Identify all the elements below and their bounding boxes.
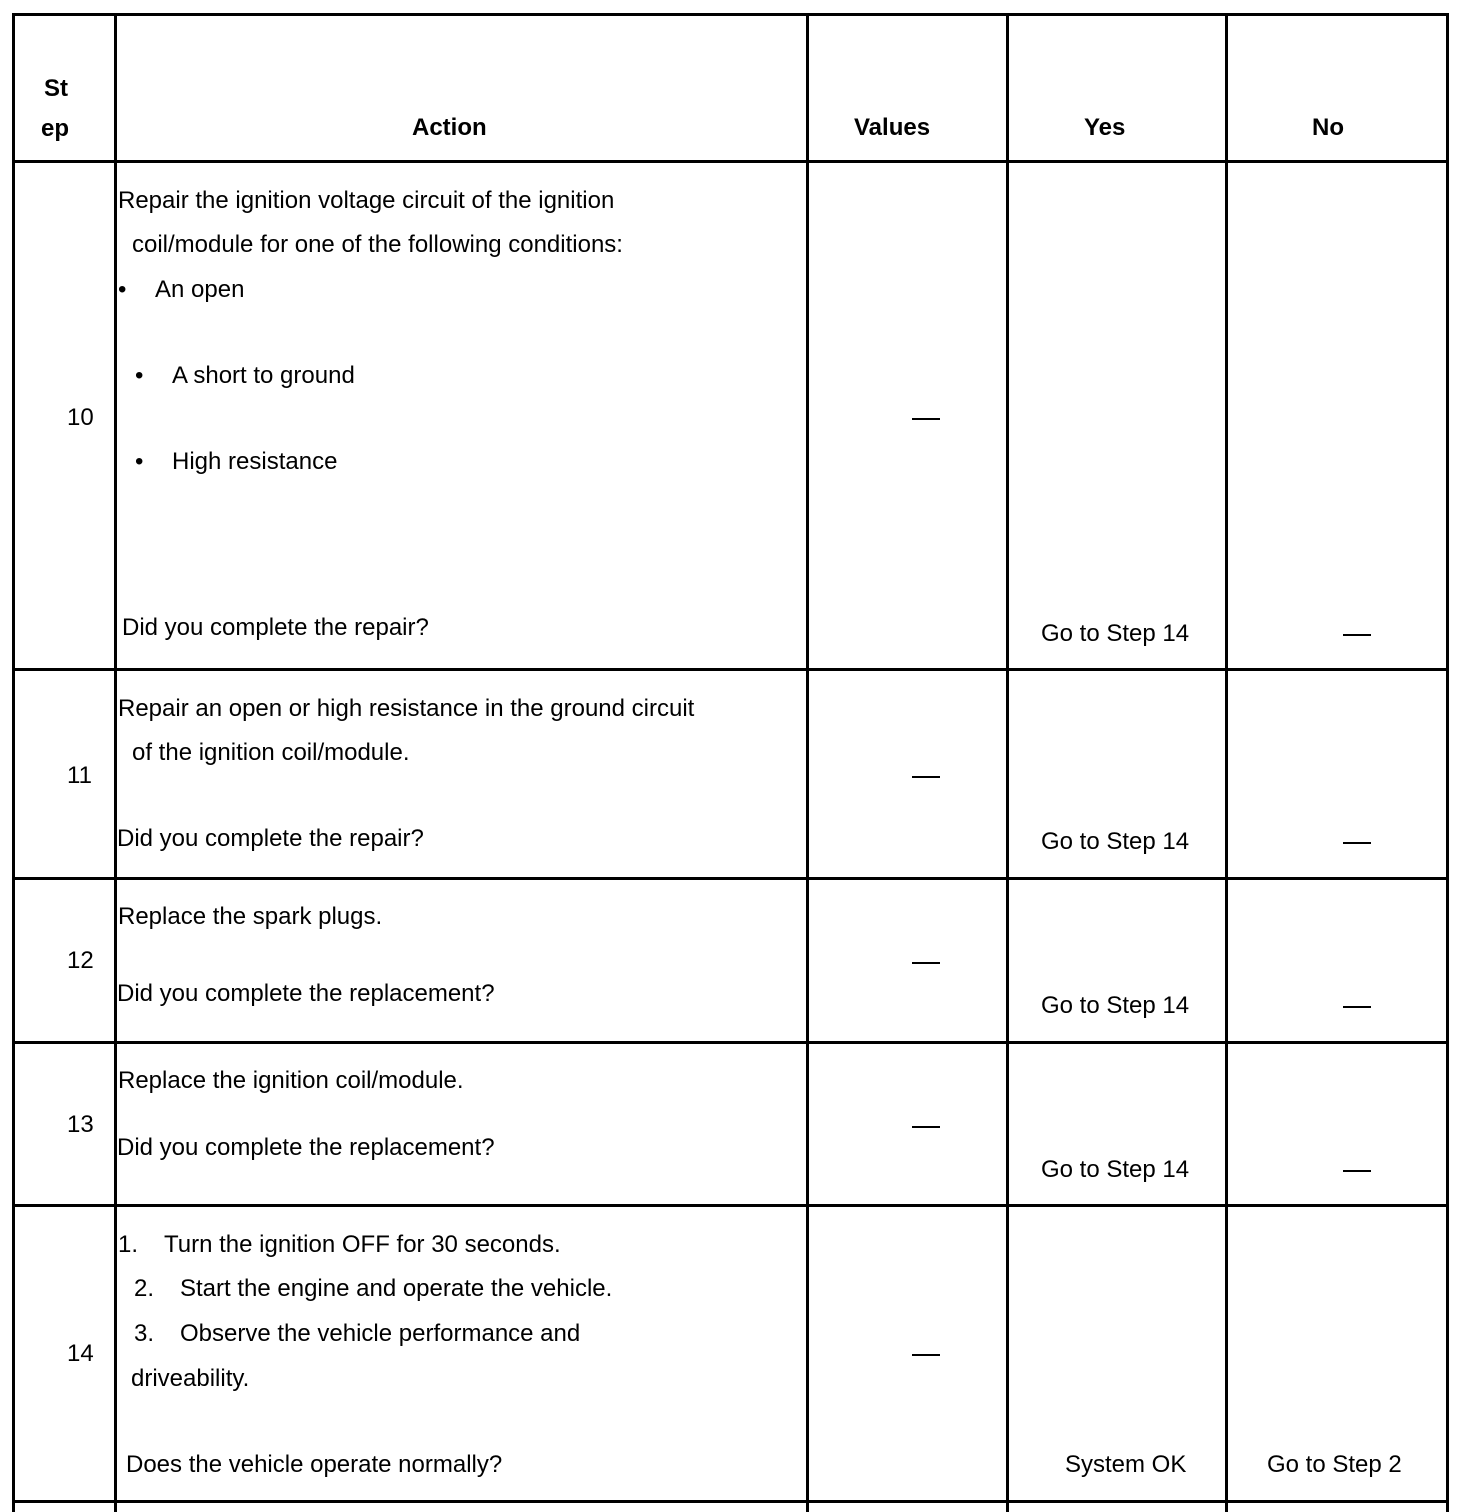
bullet: • bbox=[135, 362, 144, 389]
condition-item: A short to ground bbox=[172, 362, 355, 389]
column-divider bbox=[1006, 14, 1009, 1512]
step-number: 12 bbox=[67, 947, 94, 974]
step-number: 14 bbox=[67, 1340, 94, 1367]
action-text: Replace the spark plugs. bbox=[118, 903, 383, 930]
value-dash bbox=[912, 418, 940, 420]
action-question: Did you complete the repair? bbox=[122, 614, 429, 641]
action-text: Repair the ignition voltage circuit of the ignition bbox=[118, 187, 615, 214]
list-number: 1. bbox=[118, 1231, 139, 1258]
value-dash bbox=[912, 962, 940, 964]
step-number: 11 bbox=[67, 762, 92, 789]
row-divider bbox=[12, 160, 1449, 163]
list-number: 3. bbox=[134, 1320, 155, 1347]
bullet: • bbox=[135, 448, 144, 475]
condition-item: An open bbox=[155, 276, 245, 303]
yes-result: Go to Step 14 bbox=[1041, 828, 1190, 855]
header-step-line2: ep bbox=[41, 115, 70, 142]
action-text: Repair an open or high resistance in the ground circuit bbox=[118, 695, 695, 722]
no-result-dash bbox=[1343, 634, 1371, 636]
header-no: No bbox=[1312, 114, 1344, 141]
row-divider bbox=[12, 1041, 1449, 1044]
table-border-left bbox=[12, 14, 15, 1512]
value-dash bbox=[912, 1126, 940, 1128]
action-question: Did you complete the repair? bbox=[117, 825, 424, 852]
step-number: 10 bbox=[67, 404, 94, 431]
action-text: of the ignition coil/module. bbox=[132, 739, 410, 766]
step-number: 13 bbox=[67, 1111, 94, 1138]
table-border-right bbox=[1446, 14, 1449, 1512]
action-text: Observe the vehicle performance and bbox=[180, 1320, 581, 1347]
column-divider bbox=[114, 14, 117, 1512]
no-result: Go to Step 2 bbox=[1267, 1451, 1402, 1478]
yes-result: Go to Step 14 bbox=[1041, 992, 1190, 1019]
action-text: Turn the ignition OFF for 30 seconds. bbox=[164, 1231, 561, 1258]
header-action: Action bbox=[412, 114, 487, 141]
action-question: Did you complete the replacement? bbox=[117, 980, 495, 1007]
row-divider bbox=[12, 1204, 1449, 1207]
no-result-dash bbox=[1343, 1006, 1371, 1008]
yes-result: Go to Step 14 bbox=[1041, 620, 1190, 647]
header-step-line1: St bbox=[44, 75, 68, 102]
action-question: Did you complete the replacement? bbox=[117, 1134, 495, 1161]
condition-item: High resistance bbox=[172, 448, 338, 475]
action-text: Start the engine and operate the vehicle. bbox=[180, 1275, 613, 1302]
column-divider bbox=[806, 14, 809, 1512]
no-result-dash bbox=[1343, 1170, 1371, 1172]
column-divider bbox=[1225, 14, 1228, 1512]
header-yes: Yes bbox=[1084, 114, 1126, 141]
row-divider bbox=[12, 877, 1449, 880]
yes-result: System OK bbox=[1065, 1451, 1187, 1478]
header-values: Values bbox=[854, 114, 931, 141]
action-text: driveability. bbox=[131, 1365, 250, 1392]
no-result-dash bbox=[1343, 842, 1371, 844]
row-divider bbox=[12, 1500, 1449, 1503]
action-text: Replace the ignition coil/module. bbox=[118, 1067, 464, 1094]
value-dash bbox=[912, 776, 940, 778]
bullet: • bbox=[118, 276, 127, 303]
table-border-top bbox=[12, 13, 1449, 16]
list-number: 2. bbox=[134, 1275, 155, 1302]
value-dash bbox=[912, 1354, 940, 1356]
action-text: coil/module for one of the following conditions: bbox=[132, 231, 623, 258]
action-question: Does the vehicle operate normally? bbox=[126, 1451, 503, 1478]
yes-result: Go to Step 14 bbox=[1041, 1156, 1190, 1183]
row-divider bbox=[12, 668, 1449, 671]
